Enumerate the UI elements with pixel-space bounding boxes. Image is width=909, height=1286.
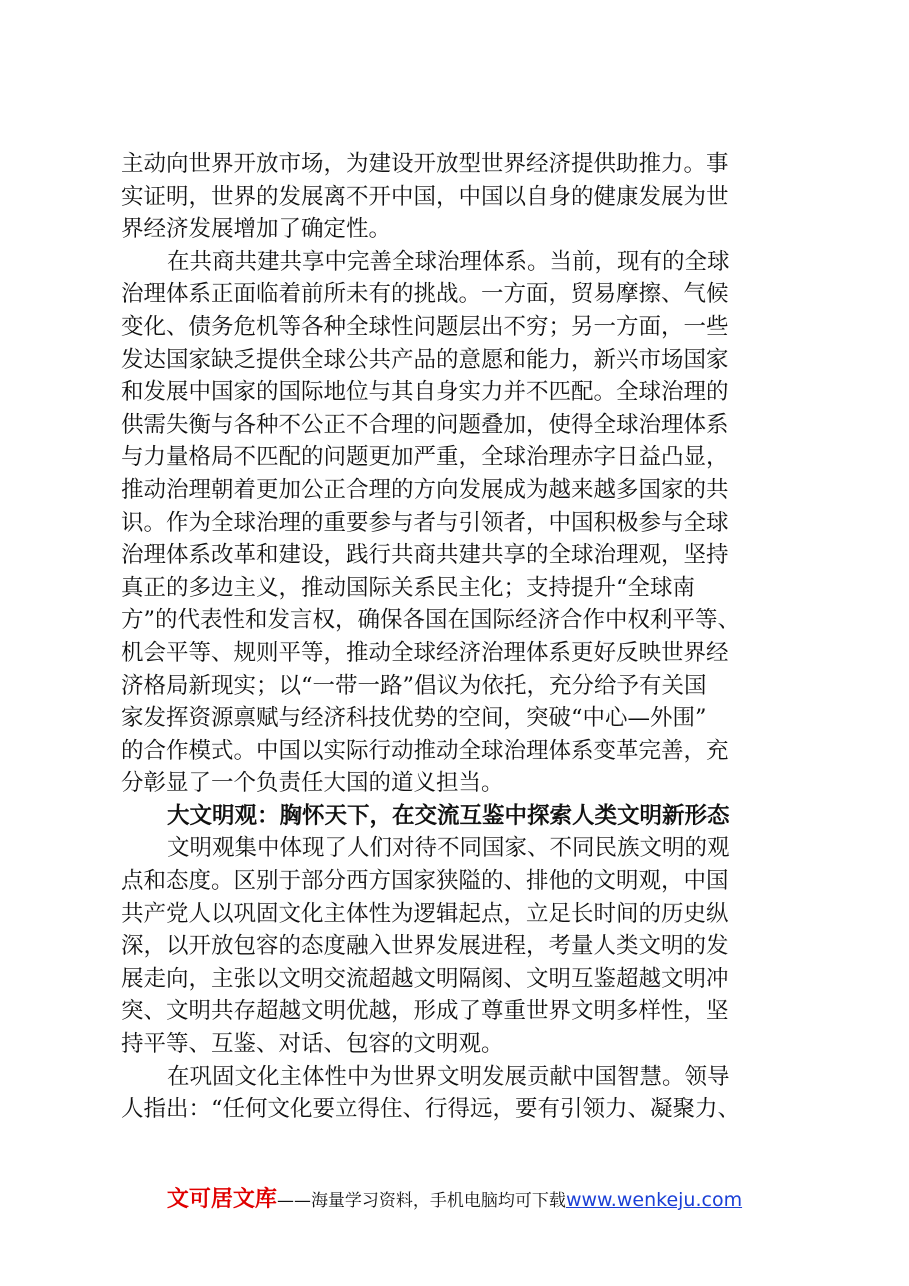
text-line: 的合作模式。中国以实际行动推动全球治理体系变革完善，充: [121, 737, 729, 764]
section-heading: 大文明观：胸怀天下，在交流互鉴中探索人类文明新形态: [167, 802, 730, 829]
footer-tagline: ——海量学习资料，手机电脑均可下载: [276, 1191, 566, 1211]
text-line: 识。作为全球治理的重要参与者与引领者，中国积极参与全球: [121, 509, 729, 536]
document-body: [121, 148, 797, 1126]
text-line: 方”的代表性和发言权，确保各国在国际经济合作中权利平等、: [121, 607, 741, 634]
text-line: 共产党人以巩固文化主体性为逻辑起点，立足长时间的历史纵: [121, 900, 729, 927]
text-line: 治理体系正面临着前所未有的挑战。一方面，贸易摩擦、气候: [121, 281, 729, 308]
text-line: 点和态度。区别于部分西方国家狭隘的、排他的文明观，中国: [121, 868, 729, 895]
footer-banner: [0, 1182, 909, 1213]
paragraph-start-line: 在共商共建共享中完善全球治理体系。当前，现有的全球: [167, 248, 730, 275]
text-line: 深，以开放包容的态度融入世界发展进程，考量人类文明的发: [121, 933, 729, 960]
paragraph-start-line: 在巩固文化主体性中为世界文明发展贡献中国智慧。领导: [167, 1063, 730, 1090]
text-line: 供需失衡与各种不公正不合理的问题叠加，使得全球治理体系: [121, 411, 729, 438]
text-line: 治理体系改革和建设，践行共商共建共享的全球治理观，坚持: [121, 542, 729, 569]
text-line: 突、文明共存超越文明优越，形成了尊重世界文明多样性，坚: [121, 998, 729, 1025]
text-line: 展走向，主张以文明交流超越文明隔阂、文明互鉴超越文明冲: [121, 965, 729, 992]
text-line: 主动向世界开放市场，为建设开放型世界经济提供助推力。事: [121, 151, 729, 177]
text-line: 济格局新现实；以“一带一路”倡议为依托，充分给予有关国: [121, 672, 707, 699]
text-line: 与力量格局不匹配的问题更加严重，全球治理赤字日益凸显，: [121, 444, 729, 471]
text-line: 界经济发展增加了确定性。: [121, 216, 392, 243]
text-line: 发达国家缺乏提供全球公共产品的意愿和能力，新兴市场国家: [121, 346, 729, 373]
text-line: 人指出：“任何文化要立得住、行得远，要有引领力、凝聚力、: [121, 1096, 741, 1123]
text-line: 家发挥资源禀赋与经济科技优势的空间，突破“中心—外围”: [121, 705, 707, 732]
text-line: 实证明，世界的发展离不开中国，中国以自身的健康发展为世: [121, 183, 729, 210]
paragraph-start-line: 文明观集中体现了人们对待不同国家、不同民族文明的观: [167, 835, 730, 862]
text-line: 持平等、互鉴、对话、包容的文明观。: [121, 1031, 504, 1058]
text-line: 推动治理朝着更加公正合理的方向发展成为越来越多国家的共: [121, 476, 729, 503]
footer-website-link[interactable]: www.wenkeju.com: [565, 1189, 743, 1211]
text-line: 和发展中国家的国际地位与其自身实力并不匹配。全球治理的: [121, 379, 729, 406]
text-line: 变化、债务危机等各种全球性问题层出不穷；另一方面，一些: [121, 313, 729, 340]
text-line: 分彰显了一个负责任大国的道义担当。: [121, 770, 504, 797]
footer-brand: 文可居文库: [166, 1187, 277, 1212]
text-line: 真正的多边主义，推动国际关系民主化；支持提升“全球南: [121, 574, 696, 601]
text-line: 机会平等、规则平等，推动全球经济治理体系更好反映世界经: [121, 639, 729, 666]
